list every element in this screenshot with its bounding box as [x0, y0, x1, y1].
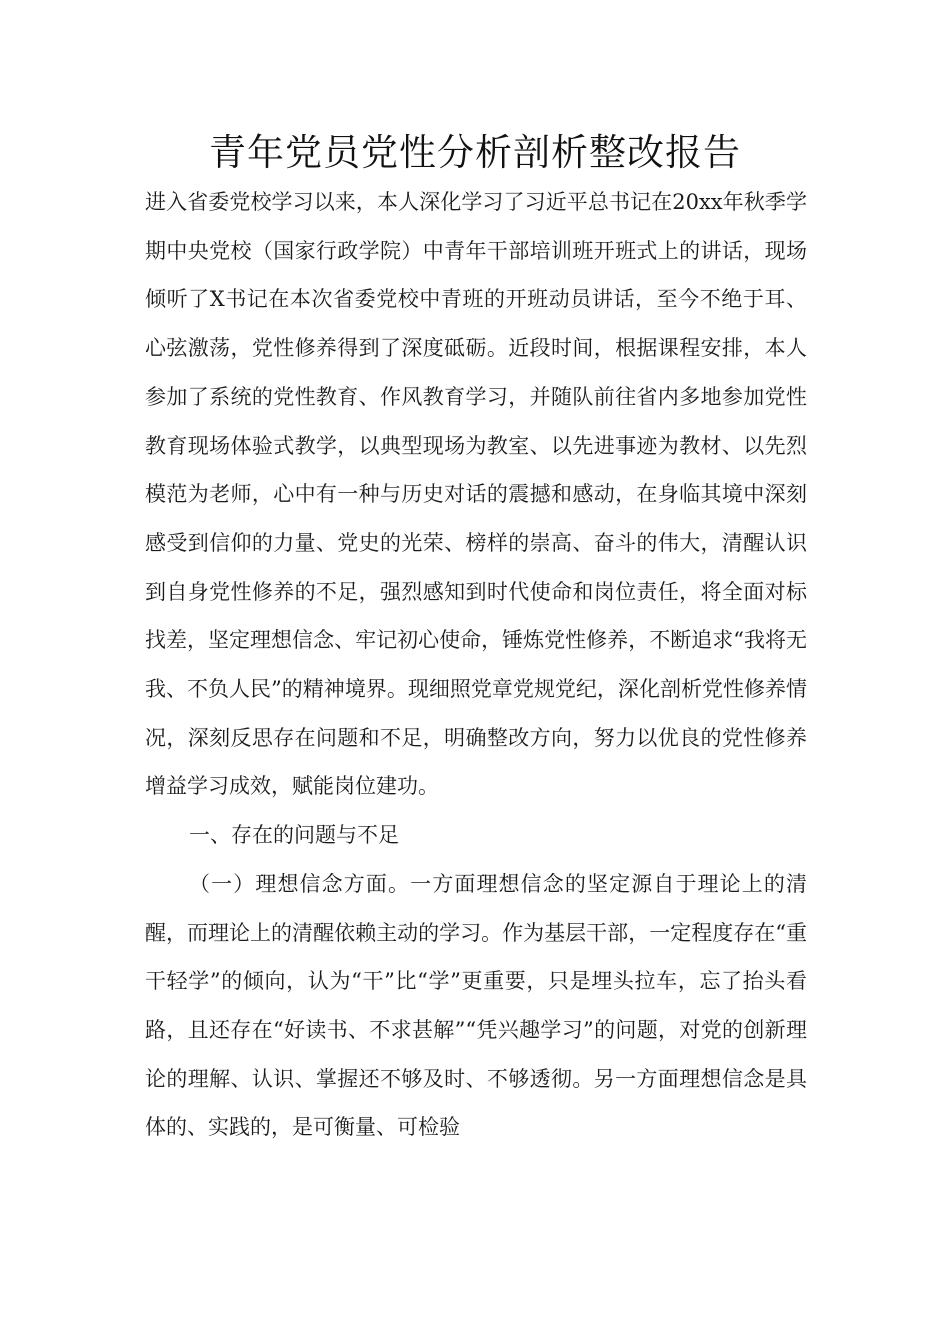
document-title: 青年党员党性分析剖析整改报告: [209, 131, 741, 174]
intro-paragraph: 进入省委党校学习以来，本人深化学习了习近平总书记在20xx年秋季学期中央党校（国家行政学院）中青年干部培训班开班式上的讲话，现场倾听了X书记在本次省委党校中青班的开班动员讲话，至今不绝于耳、心弦激荡，党性修养得到了深度砥砺。近段时间，根据课程安排，本人参加了系统的党性教育、作风教育学习，并随队前往省内多地参加党性教育现场体验式教学，以典型现场为教室、以先进事迹为教材、以先烈模范为老师，心中有一种与历史对话的震撼和感动，在身临其境中深刻感受到信仰的力量、党史的光荣、榜样的崇高、奋斗的伟大，清醒认识到自身党性修养的不足，强烈感知到时代使命和岗位责任，将全面对标找差，坚定理想信念、牢记初心使命，锤炼党性修养，不断追求“我将无我、不负人民”的精神境界。现细照党章党规党纪，深化剖析党性修养情况，深刻反思存在问题和不足，明确整改方向，努力以优良的党性修养增益学习成效，赋能岗位建功。: [145, 190, 807, 799]
subsection-paragraph: （一）理想信念方面。一方面理想信念的坚定源自于理论上的清醒，而理论上的清醒依赖主动的学习。作为基层干部，一定程度存在“重干轻学”的倾向，认为“干”比“学”更重要，只是埋头拉车，忘了抬头看路，且还存在“好读书、不求甚解”“凭兴趣学习”的问题，对党的创新理论的理解、认识、掌握还不够及时、不够透彻。另一方面理想信念是具体的、实践的，是可衡量、可检验: [145, 871, 807, 1140]
section-heading: 一、存在的问题与不足: [189, 823, 399, 848]
document-body: [145, 178, 807, 1152]
